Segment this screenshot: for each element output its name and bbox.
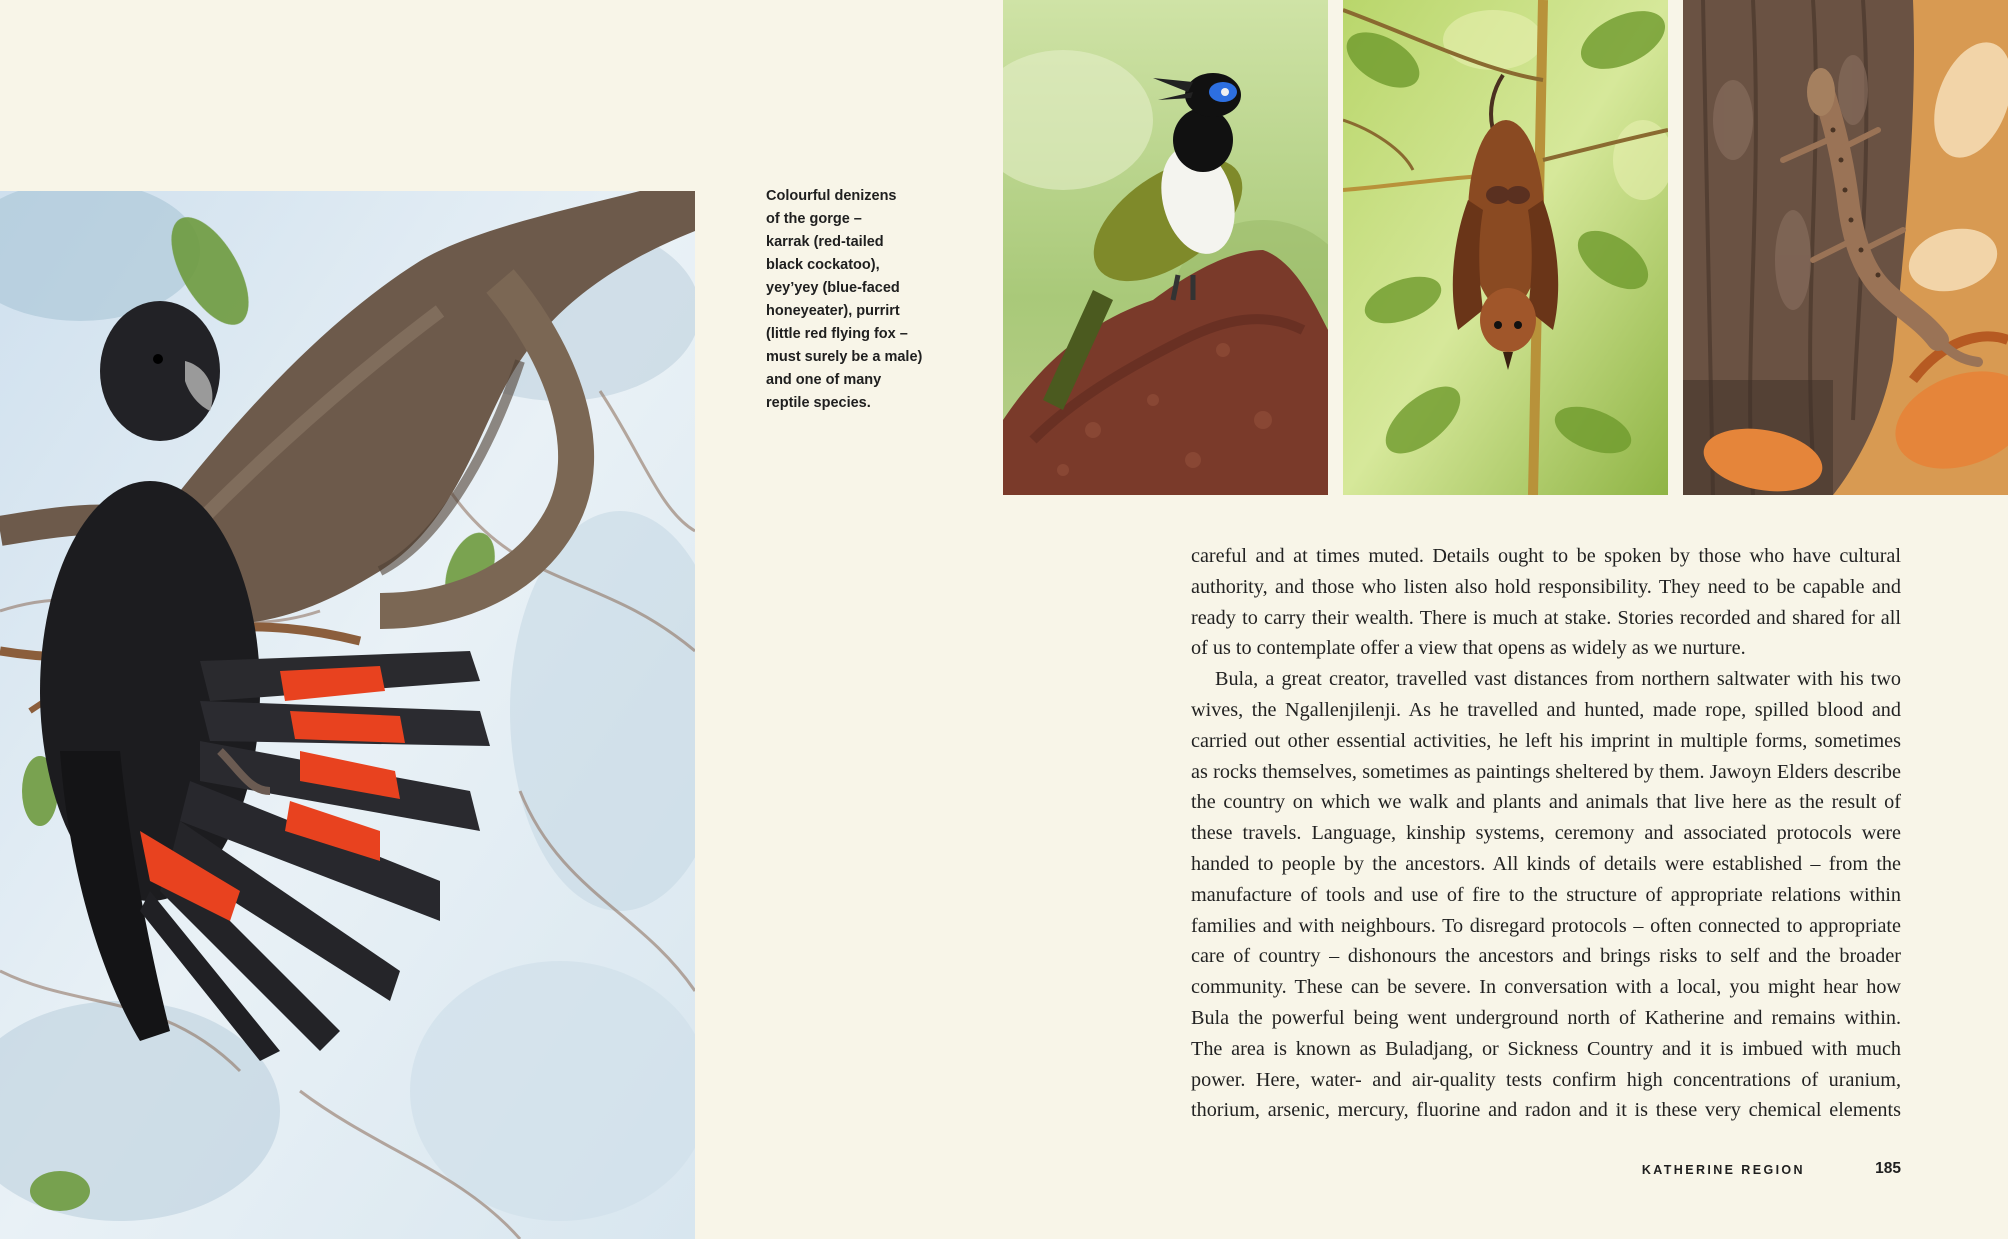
body-line: handed to people by the ancestors. All kinds of details were established – from the <box>1191 852 1901 875</box>
caption-line: yey’yey (blue-faced <box>766 280 900 296</box>
caption-line: honeyeater), purrirt <box>766 303 900 319</box>
body-line: Bula, a great creator, travelled vast distances from northern saltwater with his two <box>1215 668 1901 691</box>
body-line: careful and at times muted. Details ought to be spoken by those who have cultural <box>1191 545 1901 567</box>
body-line: community. These can be severe. In conversation with a local, you might hear how <box>1191 976 1901 999</box>
body-text <box>1191 541 1901 1126</box>
body-line: carried out other essential activities, he left his imprint in multiple forms, sometimes <box>1191 729 1901 752</box>
caption-line: black cockatoo), <box>766 257 880 273</box>
running-footer-region: KATHERINE REGION <box>1641 1163 1805 1177</box>
page-footer <box>1600 1160 1901 1180</box>
body-line: of us to contemplate offer a view that opens as widely as we nurture. <box>1191 637 1746 660</box>
caption-line: (little red flying fox – <box>766 326 908 342</box>
caption-line: reptile species. <box>766 395 871 411</box>
caption-line: must surely be a male) <box>766 349 923 365</box>
body-line: power. Here, water- and air-quality tests confirm high concentrations of uranium, <box>1191 1068 1901 1091</box>
body-line: ready to carry their wealth. There is much at stake. Stories recorded and shared for all <box>1191 606 1901 629</box>
body-line: these travels. Language, kinship systems, ceremony and associated protocols were <box>1191 822 1901 845</box>
caption-line: karrak (red-tailed <box>766 234 884 250</box>
body-line: families and with neighbours. To disregard protocols – often connected to appropriate <box>1191 914 1901 937</box>
reptile-photo <box>1683 0 2008 495</box>
body-line: the country on which we walk and plants and animals that live here as the result of <box>1191 791 1901 814</box>
honeyeater-photo <box>1003 0 1328 495</box>
body-line: authority, and those who listen also hold responsibility. They need to be capable and <box>1191 575 1901 598</box>
cockatoo-photo <box>0 191 695 1239</box>
page-number: 185 <box>1875 1160 1901 1177</box>
caption-line: of the gorge – <box>766 211 862 227</box>
body-line: thorium, arsenic, mercury, fluorine and radon and it is these very chemical elements <box>1191 1099 1901 1122</box>
photo-caption <box>766 185 941 415</box>
body-line: as rocks themselves, sometimes as paintings sheltered by them. Jawoyn Elders describe <box>1191 760 1901 783</box>
flying-fox-photo <box>1343 0 1668 495</box>
body-line: wives, the Ngallenjilenji. As he travelled and hunted, made rope, spilled blood and <box>1191 698 1901 721</box>
body-line: The area is known as Buladjang, or Sickness Country and it is imbued with much <box>1191 1037 1901 1060</box>
body-line: care of country – dishonours the ancestors and brings risks to self and the broader <box>1191 945 1901 968</box>
caption-line: Colourful denizens <box>766 188 897 204</box>
body-line: manufacture of tools and use of fire to the structure of appropriate relations within <box>1191 883 1901 906</box>
body-line: Bula the powerful being went underground north of Katherine and remains within. <box>1191 1006 1901 1029</box>
caption-line: and one of many <box>766 372 882 388</box>
